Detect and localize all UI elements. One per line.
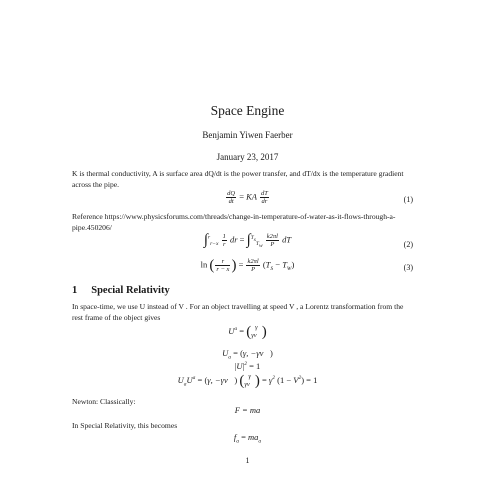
- section-title: Special Relativity: [91, 285, 170, 296]
- equation-1: $\frac{dQ}{dt}$ = KA $\frac{dT}{dr}$: [227, 190, 268, 205]
- sr-label: In Special Relativity, this becomes: [72, 421, 178, 430]
- equation-2: ∫$^r_{r-x}$ $\frac{1}{r}$ dr = ∫$^{T_s}_{T_w}$ $\frac{k2\pi l}{P}$ dT: [203, 232, 292, 250]
- section-intro: In space-time, we use U instead of V . For an object travelling at speed V , a Lorentz transformation from the rest frame of the object gives: [72, 302, 404, 322]
- newton-equation: F = ma: [234, 405, 261, 415]
- equation-norm: $|U|^2 = 1$: [234, 361, 261, 371]
- equation-ua: $U^a$ = ( γ γv⃗): [228, 324, 267, 340]
- author-name: Benjamin Yiwen Faerber: [202, 130, 293, 140]
- intro-paragraph: K is thermal conductivity, A is surface area dQ/dt is the power transfer, and dT/dx is the temperature gradient across the pipe.: [72, 169, 404, 189]
- equation-3-number: (3): [403, 263, 413, 272]
- equation-1-number: (1): [403, 195, 413, 204]
- paper-date: January 23, 2017: [216, 152, 279, 162]
- page-number: 1: [245, 456, 250, 465]
- paper-title: Space Engine: [210, 103, 285, 118]
- section-number: 1: [72, 285, 78, 296]
- equation-2-number: (2): [403, 240, 413, 249]
- sr-equation: $f_a = ma_a$: [233, 432, 262, 445]
- equation-3: ln ( $\frac{r}{r - x}$ ) = $\frac{k2\pi l}{P}$ $(T_S - T_W)$: [200, 257, 295, 274]
- equation-contraction: $U_aU^a = (\gamma$, −γv⃗) ( γ γv⃗) = $\gamma^2$ $(1 - V^2) = 1$: [177, 373, 318, 389]
- reference-paragraph: Reference https://www.physicsforums.com/threads/change-in-temperature-of-water-as-it-flows-through-a-pipe.450206/: [72, 212, 396, 232]
- newton-label: Newton: Classically:: [72, 397, 136, 406]
- section-heading: [72, 285, 170, 296]
- equation-u-lower: $U_a = (\gamma$, −γv⃗): [222, 348, 273, 361]
